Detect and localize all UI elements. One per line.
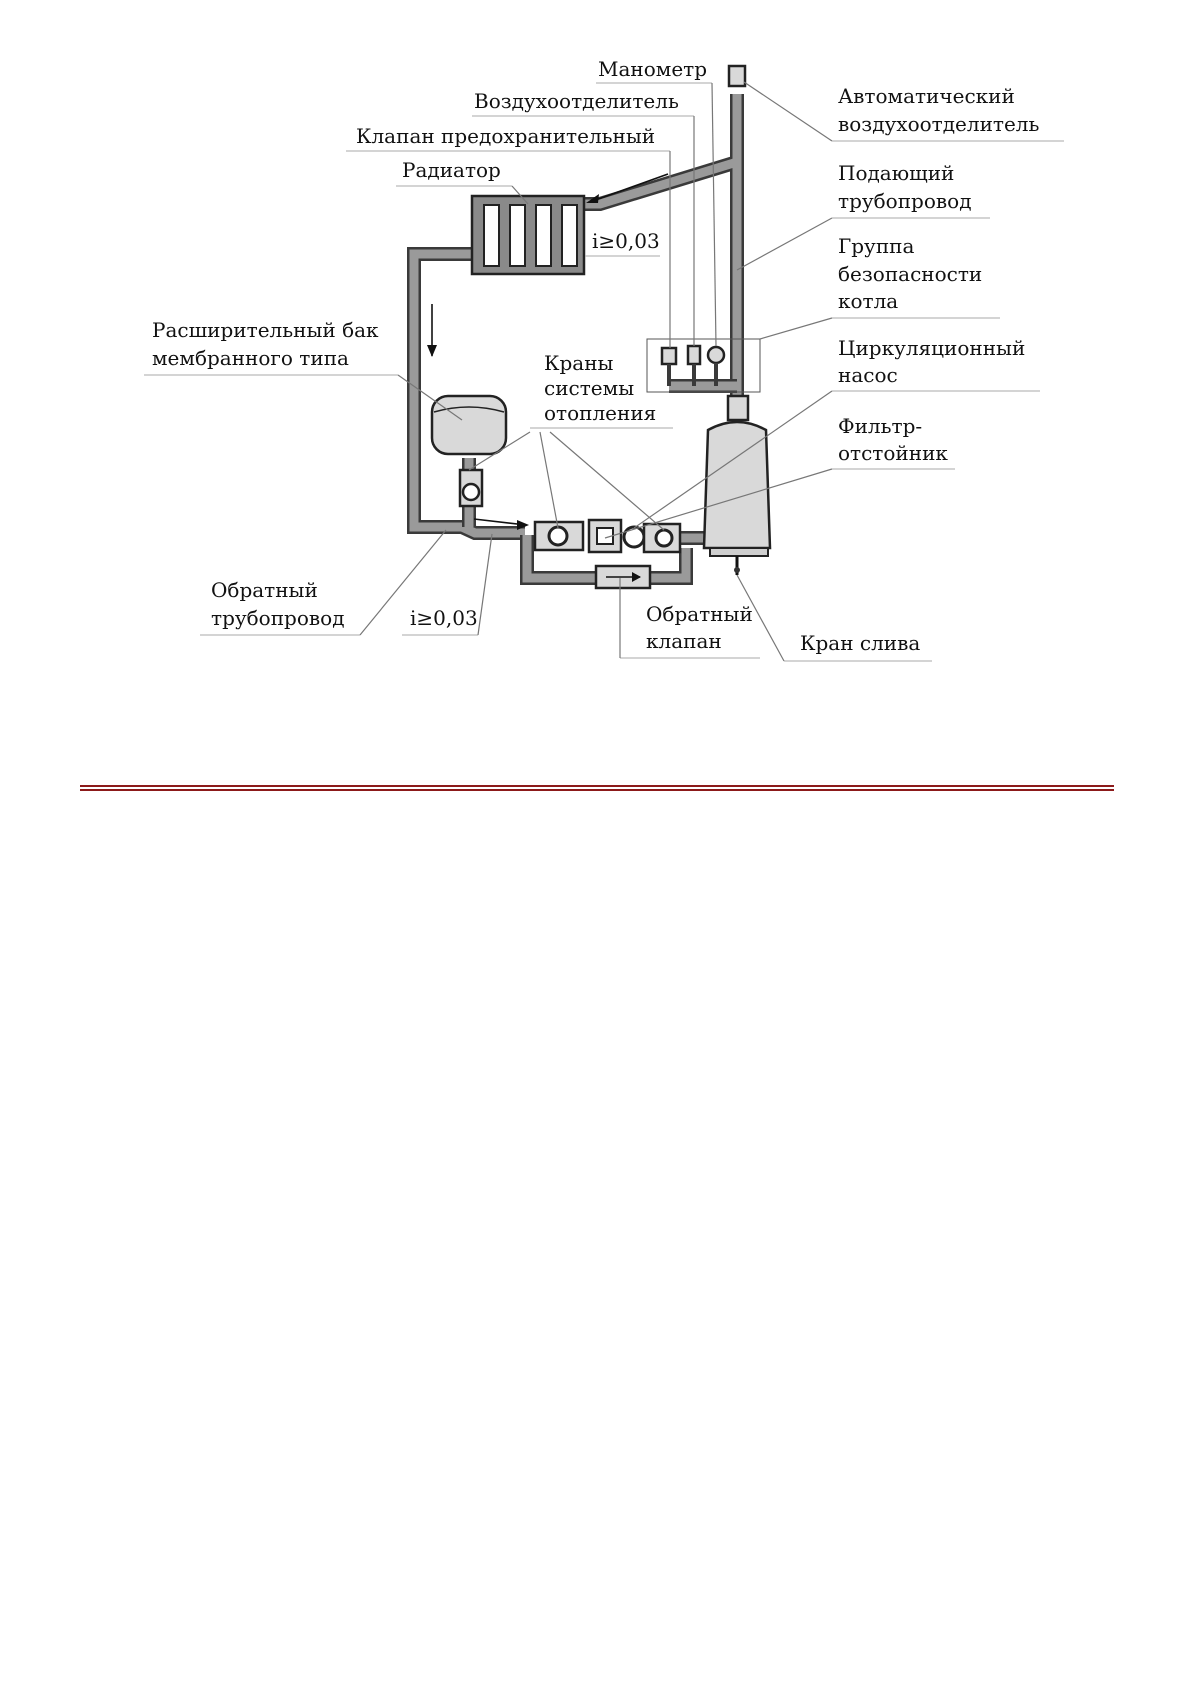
label-air-separator: Воздухоотделитель bbox=[474, 89, 679, 113]
label-expansion-tank-line2: мембранного типа bbox=[152, 346, 349, 370]
label-safety-group-line2: безопасности bbox=[838, 262, 983, 286]
label-supply-pipe-line2: трубопровод bbox=[838, 189, 972, 213]
label-safety-group-line3: котла bbox=[838, 289, 899, 313]
label-safety-valve: Клапан предохранительный bbox=[356, 124, 656, 148]
label-supply-pipe: Подающий bbox=[838, 161, 955, 185]
label-heating-valves: Краны bbox=[544, 351, 614, 375]
heating-system-diagram bbox=[0, 0, 1191, 760]
label-filter: Фильтр- bbox=[838, 414, 923, 438]
radiator bbox=[472, 196, 584, 274]
label-circ-pump: Циркуляционный bbox=[838, 336, 1026, 360]
label-manometer: Манометр bbox=[598, 57, 708, 81]
label-heating-valves-line2: системы bbox=[544, 376, 635, 400]
label-filter-line2: отстойник bbox=[838, 441, 948, 465]
footer-divider bbox=[80, 785, 1114, 792]
label-radiator: Радиатор bbox=[402, 158, 501, 182]
boiler bbox=[704, 396, 770, 575]
label-return-pipe: Обратный bbox=[211, 578, 318, 602]
label-drain-valve: Кран слива bbox=[800, 631, 921, 655]
expansion-tank bbox=[432, 396, 506, 506]
label-expansion-tank: Расширительный бак bbox=[152, 318, 379, 342]
label-check-valve-line2: клапан bbox=[646, 629, 722, 653]
label-slope-supply: i≥0,03 bbox=[592, 229, 660, 253]
label-safety-group: Группа bbox=[838, 234, 915, 258]
label-auto-air-vent: Автоматический bbox=[838, 84, 1015, 108]
label-circ-pump-line2: насос bbox=[838, 363, 898, 387]
label-return-pipe-line2: трубопровод bbox=[211, 606, 345, 630]
label-auto-air-vent-line2: воздухоотделитель bbox=[838, 112, 1040, 136]
label-slope-return: i≥0,03 bbox=[410, 606, 478, 630]
label-check-valve: Обратный bbox=[646, 602, 753, 626]
label-heating-valves-line3: отопления bbox=[544, 401, 657, 425]
